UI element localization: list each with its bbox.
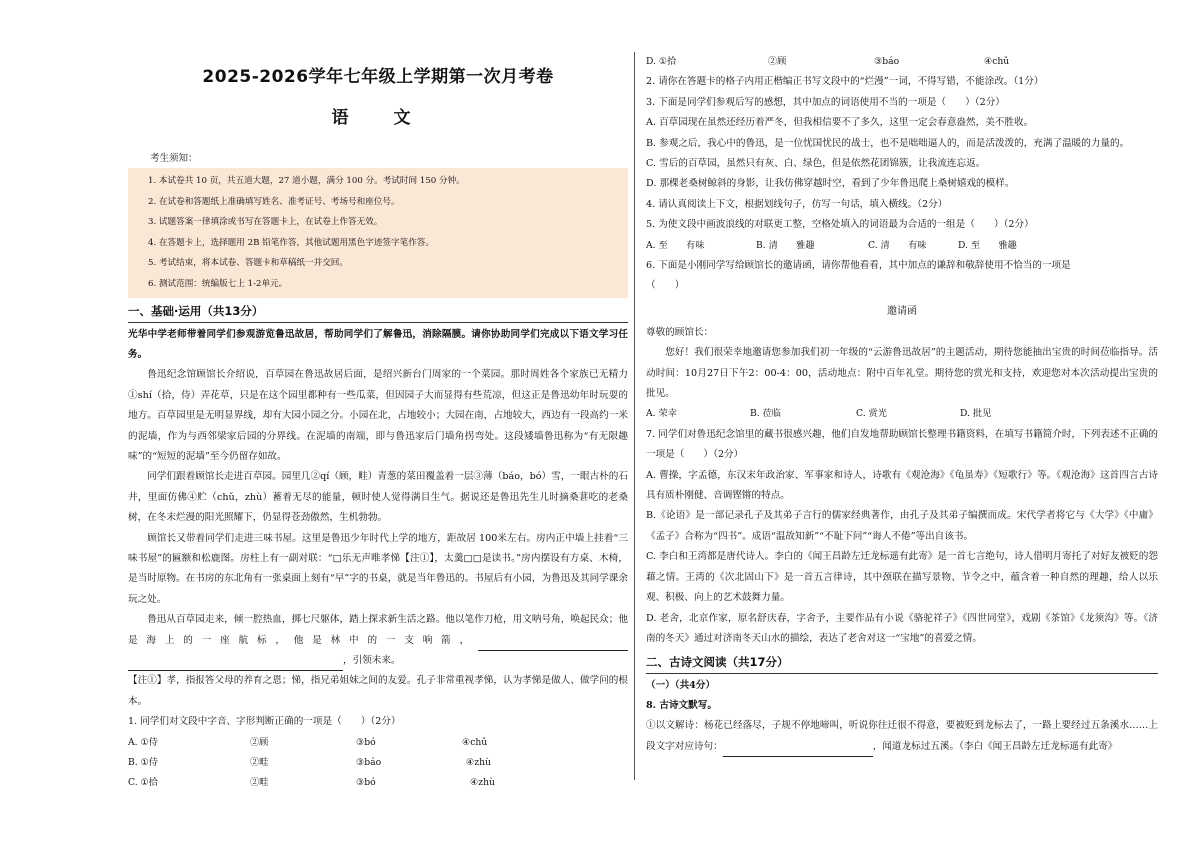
subsection-1: （一）（共4分）: [646, 680, 716, 692]
question-3: 3. 下面是同学们参观后写的感想，其中加点的词语使用不当的一项是（ ）（2分）: [646, 96, 1005, 108]
question-7-option-c[interactable]: C. 李白和王湾都是唐代诗人。李白的《闻王昌龄左迁龙标遥有此寄》是一首七言绝句，诗人借明月寄托了对好友被贬的怨藉之情。王湾的《次北固山下》是一首五言律诗，其中颈联在描写景物、节令之中，蕴含着一种自然的理趣，给人以乐观、积极、向上的艺术鼓舞力量。: [646, 551, 1158, 604]
question-6-option-b[interactable]: B. 莅临: [750, 408, 781, 420]
question-3-option-b[interactable]: B. 参观之后，我心中的鲁迅，是一位忧国忧民的战士，也不是咄咄逼人的，而是活泼泼的，充满了温暖的力量的。: [646, 137, 1130, 149]
passage-paragraph: 顾馆长又带着同学们走进三味书屋。这里是鲁迅少年时代上学的地方，距故居 100米左右。房内正中墙上挂着“三味书屋”的匾额和松鹿图。房柱上有一副对联：“□乐无声唯孝悌【注①】，太羹□□是读书。”房内摆设有方桌、木椅，是当时原物。在书房的东北角有一张桌面上刻有“早”字的书桌，就是当年鲁迅的。书屋后有小园，为鲁迅及其同学课余玩之处。: [128, 532, 628, 605]
passage-paragraph-with-blank: [128, 610, 628, 671]
answer-blank[interactable]: [723, 745, 873, 757]
exam-subject: 语 文: [331, 108, 425, 128]
question-6-option-c[interactable]: C. 赏光: [856, 408, 887, 420]
question-5-options: [646, 236, 1158, 256]
letter-title: 邀请函: [887, 305, 917, 317]
passage-paragraph: 同学们跟着顾馆长走进百草园。园里几②qí（顾，畦）青葱的菜田覆盖着一层③薄（báo，bó）雪，一眼古朴的石井，里面仿佛④贮（chǔ，zhù）蓄着无尽的能量，顿时使人觉得满目生气。据说还是鲁迅先生儿时摘桑葚吃的老桑树，在冬末烂漫的阳光照耀下，仍显得苍劲傲然，生机勃勃。: [128, 471, 628, 524]
notice-item: 5. 考试结束，将本试卷、答题卡和草稿纸一并交回。: [148, 258, 348, 269]
column-divider: [634, 52, 635, 780]
question-7-option-a[interactable]: A. 曹操，字孟德，东汉末年政治家、军事家和诗人，诗歌有《观沧海》《龟虽寿》《短歌行》等。《观沧海》这首四言古诗具有质朴刚健、音调铿锵的特点。: [646, 469, 1158, 502]
question-5: 5. 为使文段中画波浪线的对联更工整，空格处填入的词语最为合适的一组是（ ）（2分）: [646, 219, 1034, 231]
question-2: 2. 请你在答题卡的格子内用正楷编正书写文段中的“烂漫”一词，不得写错，不能涂改。（1分）: [646, 76, 1044, 88]
notice-heading: 考生须知：: [150, 153, 198, 164]
question-6-option-a[interactable]: A. 荣幸: [646, 408, 677, 420]
section-divider: [646, 673, 1158, 674]
passage-paragraph: 鲁迅纪念馆顾馆长介绍说，百草园在鲁迅故居后面，是绍兴新台门周家的一个菜园。那时周姓各个家族已无精力①shí（拾，侍）弄花草，只是在这个园里都种有一些瓜菜，但因园子大而显得有些荒凉，但这正是鲁迅幼年时玩耍的地方。百草园里是无明显界线，却有大园小园之分。小园在北，占地较小；大园在南，占地较大，西边有一段高约一米的泥墙，作为与西邻梁家后园的分界线。在泥墙的南端，即与鲁迅家后门墙角拐弯处。这段矮墙鲁迅称为“有无限趣味”的“短短的泥墙”至今仍留存如故。: [128, 369, 628, 462]
question-6: 6. 下面是小刚同学写给顾馆长的邀请函，请你帮他看看，其中加点的谦辞和敬辞使用不恰当的一项是: [646, 260, 1071, 272]
letter-body: 您好！我们很荣幸地邀请您参加我们初一年级的“云游鲁迅故居”的主题活动，期待您能抽出宝贵的时间莅临指导。活动时间：10月27日下午2：00-4：00，活动地点：附中百年礼堂。期待您的赏光和支持，欢迎您对本次活动提出宝贵的批见。: [646, 347, 1158, 400]
exam-title: 2025-2026学年七年级上学期第一次月考卷: [202, 67, 554, 87]
question-1-option-c[interactable]: C. ①拾 ②畦 ③bó ④zhù: [128, 777, 495, 789]
question-7-option-b[interactable]: B.《论语》是一部记录孔子及其弟子言行的儒家经典著作，由孔子及其弟子编撰而成。宋代学者将它与《大学》《中庸》《孟子》合称为“四书”。成语“温故知新”“不耻下问”“诲人不倦”等出自该书。: [646, 510, 1158, 542]
question-6-paren: （ ）: [646, 280, 685, 292]
notice-item: 4. 在答题卡上，选择题用 2B 铅笔作答，其他试题用黑色字迹签字笔作答。: [148, 237, 434, 248]
notice-item: 6. 测试范围：统编版七上 1-2单元。: [148, 278, 288, 289]
notice-item: 1. 本试卷共 10 页，共五道大题，27 道小题，满分 100 分。考试时间 150 分钟。: [148, 176, 465, 186]
question-7: 7. 同学们对鲁迅纪念馆里的藏书很感兴趣，他们自发地帮助顾馆长整理书籍资料，在填写书籍简介时，下列表述不正确的一项是（ ）（2分）: [646, 428, 1158, 461]
question-3-option-d[interactable]: D. 那棵老桑树鲸斜的身影，让我仿佛穿越时空，看到了少年鲁迅爬上桑树嬉戏的模样。: [646, 178, 1015, 190]
question-5-option-d[interactable]: D. 至 雅趣: [958, 239, 1017, 251]
answer-blank[interactable]: [478, 639, 628, 651]
question-1: 1. 同学们对文段中字音、字形判断正确的一项是（ ）（2分）: [128, 716, 401, 728]
question-8: 8. 古诗文默写。: [646, 700, 717, 712]
question-1-option-d[interactable]: D. ①拾 ②顾 ③báo ④chǔ: [646, 56, 1010, 67]
question-1-option-a[interactable]: A. ①侍 ②顾 ③bó ④chǔ: [128, 736, 488, 748]
answer-blank[interactable]: [128, 659, 343, 671]
question-7-option-d[interactable]: D. 老舍，北京作家，原名舒庆春，字舍予，主要作品有小说《骆驼祥子》《四世同堂》，戏剧《茶馆》《龙须沟》等。《济南的冬天》通过对济南冬天山水的描绘，表达了老舍对这一“宝地”的喜爱之情。: [646, 612, 1158, 644]
passage-end: ，引领未来。: [343, 655, 401, 667]
notice-box: [128, 168, 628, 298]
letter-greeting: 尊敬的顾馆长：: [646, 326, 714, 338]
question-6-option-d[interactable]: D. 批见: [960, 408, 992, 420]
question-4: 4. 请认真阅读上下文，根据划线句子，仿写一句话，填入横线。（2分）: [646, 198, 948, 210]
question-6-options: [646, 404, 1158, 424]
section-2-title: 二、古诗文阅读（共17分）: [646, 655, 789, 670]
notice-item: 3. 试题答案一律填涂或书写在答题卡上，在试卷上作答无效。: [148, 217, 383, 228]
question-8-text: ①以文解诗：杨花已经落尽，子规不停地啼叫，听说你往迁很不得意，要被贬到龙标去了，一路上要经过五条溪水……上段文字对应诗句： ，闻道龙标过五溪。（李白《闻王昌龄左迁龙标遥有此寄》: [646, 716, 1158, 757]
question-1-option-b[interactable]: B. ①侍 ②畦 ③báo ④zhù: [128, 757, 491, 769]
question-5-option-c[interactable]: C. 清 有味: [868, 239, 927, 251]
question-5-option-b[interactable]: B. 清 雅趣: [756, 239, 815, 251]
section-intro: 光华中学老师带着同学们参观游览鲁迅故居，帮助同学们了解鲁迅，消除隔膜。请你协助同学们完成以下语文学习任务。: [128, 328, 628, 360]
footnote: 【注①】孝，指报答父母的养育之恩；悌，指兄弟姐妹之间的友爱。孔子非常重视孝悌，认为孝悌是做人、做学问的根本。: [128, 675, 628, 707]
section-1-title: 一、基础·运用（共13分）: [128, 303, 264, 318]
question-3-option-a[interactable]: A. 百草园现在虽然还经历着严冬，但我相信要不了多久，这里一定会春意盎然，美不胜收。: [646, 117, 1034, 129]
left-column: [128, 52, 628, 794]
notice-item: 2. 在试卷和答题纸上准确填写姓名、准考证号、考场号和座位号。: [148, 196, 400, 207]
right-column: [646, 52, 1158, 757]
question-5-option-a[interactable]: A. 至 有味: [646, 239, 705, 251]
section-divider: [128, 322, 628, 323]
passage-text: 鲁迅从百草园走来，倾一腔热血，掷七尺躯体，踏上探求新生活之路。他以笔作刀枪，用文呐号角，唤起民众；他是海上的一座航标，他是林中的一支响箭，: [128, 614, 628, 646]
question-3-option-c[interactable]: C. 雪后的百草园，虽然只有灰、白、绿色，但是依然花团锦簇，让我流连忘返。: [646, 158, 986, 170]
